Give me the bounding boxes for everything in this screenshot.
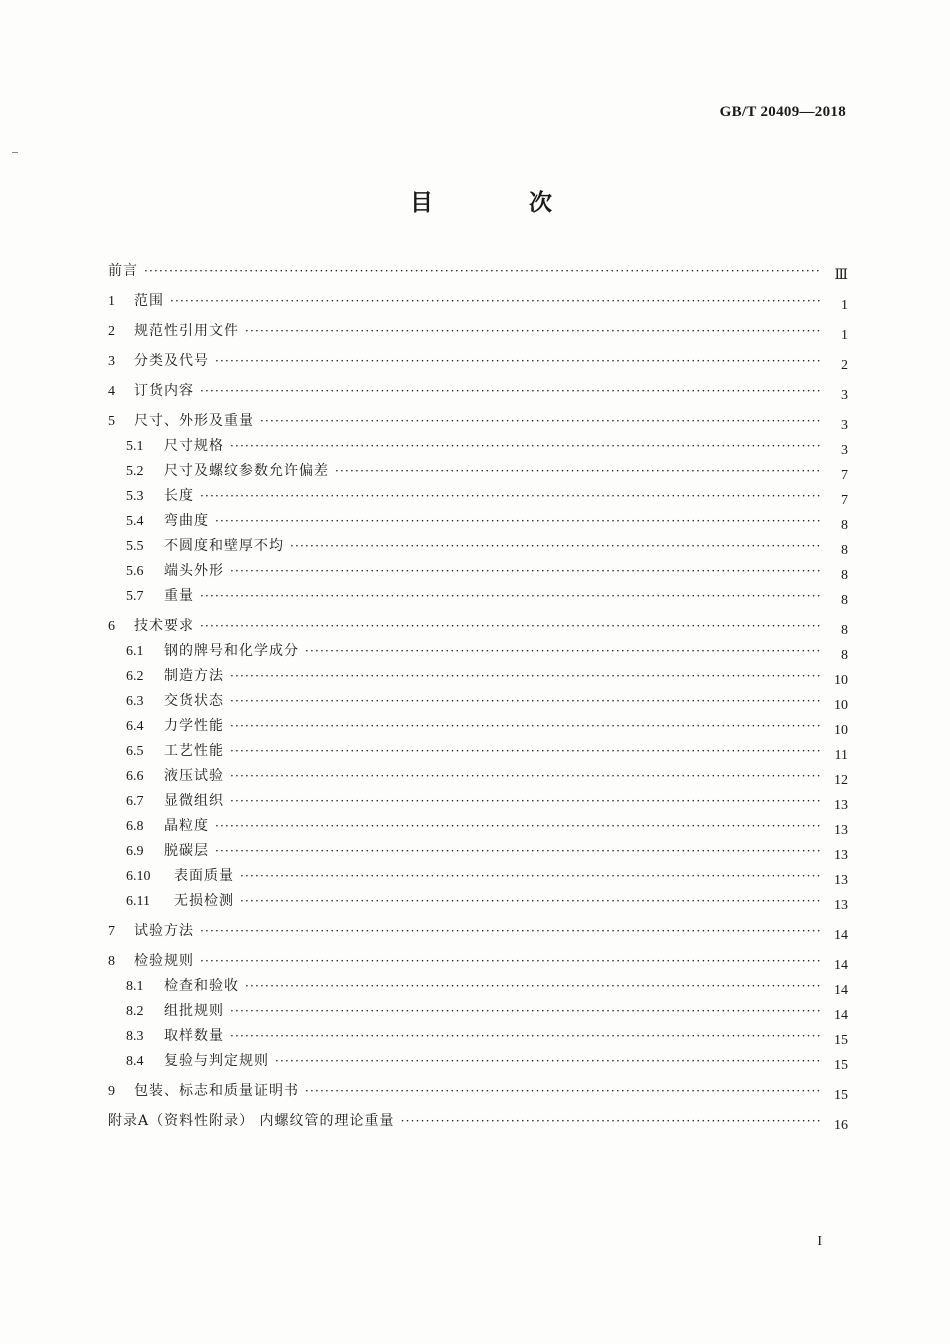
toc-entry-number: 6.6: [126, 769, 144, 784]
toc-entry-number: 1: [108, 294, 115, 309]
toc-dot-leader: [230, 739, 820, 764]
toc-entry-label: 包装、标志和质量证明书: [134, 1083, 299, 1099]
toc-entry-page: 7: [841, 468, 848, 483]
toc-entry-page: 10: [834, 698, 848, 713]
toc-entry[interactable]: [108, 664, 848, 689]
toc-dot-leader: [305, 1079, 820, 1104]
toc-entry[interactable]: [108, 714, 848, 739]
toc-entry-label: 表面质量: [174, 868, 234, 884]
toc-entry-number: 5.1: [126, 439, 144, 454]
toc-entry[interactable]: [108, 379, 848, 404]
toc-entry-label: 端头外形: [164, 563, 224, 579]
toc-dot-leader: [200, 484, 820, 509]
toc-entry-label: 取样数量: [164, 1028, 224, 1044]
toc-entry-number: 5.3: [126, 489, 144, 504]
toc-entry-label: 重量: [164, 588, 194, 604]
toc-entry-number: 2: [108, 324, 115, 339]
toc-entry-page: 13: [834, 873, 848, 888]
toc-entry-label: 交货状态: [164, 693, 224, 709]
toc-dot-leader: [335, 459, 820, 484]
toc-entry[interactable]: [108, 739, 848, 764]
toc-dot-leader: [230, 789, 820, 814]
toc-entry[interactable]: [108, 1079, 848, 1104]
toc-entry-page: 14: [834, 958, 848, 973]
standard-code: GB/T 20409—2018: [719, 104, 846, 120]
toc-entry-label: 脱碳层: [164, 843, 209, 859]
toc-entry-label: 试验方法: [134, 923, 194, 939]
toc-entry[interactable]: [108, 1049, 848, 1074]
toc-entry[interactable]: [108, 289, 848, 314]
toc-entry-page: 15: [834, 1033, 848, 1048]
toc-entry[interactable]: [108, 974, 848, 999]
toc-dot-leader: [401, 1109, 820, 1134]
toc-entry-label: 复验与判定规则: [164, 1053, 269, 1069]
toc-entry-page: 7: [841, 493, 848, 508]
toc-entry-label: 尺寸、外形及重量: [134, 413, 254, 429]
toc-entry[interactable]: [108, 764, 848, 789]
toc-entry-label: 显微组织: [164, 793, 224, 809]
toc-entry-number: 5.4: [126, 514, 144, 529]
toc-dot-leader: [215, 814, 820, 839]
toc-entry-number: 5: [108, 414, 115, 429]
toc-entry-label: 液压试验: [164, 768, 224, 784]
toc-entry-page: 8: [841, 623, 848, 638]
toc-entry-label: 弯曲度: [164, 513, 209, 529]
toc-entry[interactable]: [108, 889, 848, 914]
toc-entry-page: 8: [841, 568, 848, 583]
scan-speck: [12, 152, 18, 153]
toc-entry-number: 6.8: [126, 819, 144, 834]
toc-entry[interactable]: [108, 919, 848, 944]
toc-entry-label: 组批规则: [164, 1003, 224, 1019]
toc-dot-leader: [230, 434, 820, 459]
toc-entry[interactable]: [108, 789, 848, 814]
toc-entry-number: 6.1: [126, 644, 144, 659]
toc-entry-page: 10: [834, 673, 848, 688]
toc-entry-page: 14: [834, 1008, 848, 1023]
toc-entry-number: 6.4: [126, 719, 144, 734]
toc-entry-number: 6.11: [126, 894, 150, 909]
toc-entry-number: 5.5: [126, 539, 144, 554]
table-of-contents: [108, 259, 848, 1134]
toc-entry-number: 5.2: [126, 464, 144, 479]
toc-entry[interactable]: [108, 434, 848, 459]
toc-entry-label: 订货内容: [134, 383, 194, 399]
toc-entry-label: 分类及代号: [134, 353, 209, 369]
toc-entry-number: 6.2: [126, 669, 144, 684]
toc-dot-leader: [230, 559, 820, 584]
toc-entry-page: 10: [834, 723, 848, 738]
toc-entry[interactable]: [108, 484, 848, 509]
page-title: 目 次: [409, 189, 596, 216]
toc-dot-leader: [215, 839, 820, 864]
toc-dot-leader: [240, 889, 820, 914]
toc-entry-page: 8: [841, 648, 848, 663]
toc-entry[interactable]: [108, 689, 848, 714]
toc-entry-page: 1: [841, 328, 848, 343]
toc-entry-page: 13: [834, 798, 848, 813]
toc-entry-label: 晶粒度: [164, 818, 209, 834]
toc-dot-leader: [260, 409, 820, 434]
toc-dot-leader: [230, 689, 820, 714]
toc-entry-page: 15: [834, 1088, 848, 1103]
toc-dot-leader: [305, 639, 820, 664]
toc-entry[interactable]: [108, 459, 848, 484]
toc-dot-leader: [144, 259, 820, 284]
toc-entry[interactable]: [108, 509, 848, 534]
toc-entry[interactable]: [108, 319, 848, 344]
toc-entry-label: 前言: [108, 263, 138, 279]
toc-dot-leader: [200, 379, 820, 404]
toc-entry-page: 13: [834, 823, 848, 838]
toc-entry-page: 2: [841, 358, 848, 373]
toc-entry-number: 6.5: [126, 744, 144, 759]
toc-entry[interactable]: [108, 259, 848, 284]
toc-entry-page: 15: [834, 1058, 848, 1073]
toc-dot-leader: [170, 289, 820, 314]
toc-entry-number: 8: [108, 954, 115, 969]
toc-entry-number: 3: [108, 354, 115, 369]
toc-entry-page: 14: [834, 928, 848, 943]
toc-entry[interactable]: [108, 534, 848, 559]
toc-entry[interactable]: [108, 1024, 848, 1049]
toc-entry-page: 8: [841, 518, 848, 533]
toc-dot-leader: [275, 1049, 820, 1074]
toc-entry-number: 9: [108, 1084, 115, 1099]
toc-entry[interactable]: [108, 614, 848, 639]
toc-entry-number: 8.2: [126, 1004, 144, 1019]
toc-entry-page: 11: [834, 748, 848, 763]
toc-entry-label: 长度: [164, 488, 194, 504]
toc-entry[interactable]: [108, 864, 848, 889]
toc-entry-page: 14: [834, 983, 848, 998]
toc-entry[interactable]: [108, 814, 848, 839]
toc-entry-label: 不圆度和壁厚不均: [164, 538, 284, 554]
toc-entry[interactable]: [108, 349, 848, 374]
toc-entry-number: 5.6: [126, 564, 144, 579]
toc-dot-leader: [245, 319, 820, 344]
toc-entry-number: 8.4: [126, 1054, 144, 1069]
toc-entry-page: 3: [841, 443, 848, 458]
toc-dot-leader: [200, 919, 820, 944]
toc-entry-page: 12: [834, 773, 848, 788]
toc-entry-label: 技术要求: [134, 618, 194, 634]
toc-dot-leader: [245, 974, 820, 999]
page-number: I: [817, 1234, 822, 1249]
toc-entry-page: 16: [834, 1118, 848, 1133]
toc-entry-number: 6.10: [126, 869, 151, 884]
toc-entry-page: 8: [841, 543, 848, 558]
toc-entry[interactable]: [108, 839, 848, 864]
toc-entry-label: 规范性引用文件: [134, 323, 239, 339]
toc-dot-leader: [230, 999, 820, 1024]
toc-entry[interactable]: [108, 639, 848, 664]
toc-entry[interactable]: [108, 1109, 848, 1134]
toc-dot-leader: [200, 614, 820, 639]
toc-entry-number: 8.1: [126, 979, 144, 994]
toc-entry-number: 4: [108, 384, 115, 399]
toc-entry-number: 5.7: [126, 589, 144, 604]
toc-entry-label: 制造方法: [164, 668, 224, 684]
toc-dot-leader: [230, 714, 820, 739]
toc-entry-label: 检验规则: [134, 953, 194, 969]
toc-entry-label: 力学性能: [164, 718, 224, 734]
toc-entry-label: 无损检测: [174, 893, 234, 909]
toc-entry-page: 3: [841, 388, 848, 403]
toc-entry-label: 钢的牌号和化学成分: [164, 643, 299, 659]
toc-dot-leader: [200, 949, 820, 974]
toc-entry[interactable]: [108, 584, 848, 609]
toc-entry-number: 6: [108, 619, 115, 634]
toc-entry-number: 7: [108, 924, 115, 939]
toc-entry-label: 检查和验收: [164, 978, 239, 994]
toc-dot-leader: [230, 1024, 820, 1049]
toc-entry-label: 范围: [134, 293, 164, 309]
toc-entry-number: 6.9: [126, 844, 144, 859]
toc-entry-page: 13: [834, 898, 848, 913]
toc-entry[interactable]: [108, 949, 848, 974]
toc-dot-leader: [240, 864, 820, 889]
toc-entry-page: Ⅲ: [834, 268, 848, 283]
toc-entry-label: 附录A（资料性附录） 内螺纹管的理论重量: [108, 1113, 395, 1129]
toc-entry-number: 6.3: [126, 694, 144, 709]
toc-dot-leader: [215, 349, 820, 374]
toc-dot-leader: [230, 664, 820, 689]
toc-entry[interactable]: [108, 999, 848, 1024]
toc-entry-page: 8: [841, 593, 848, 608]
toc-entry-page: 1: [841, 298, 848, 313]
toc-entry[interactable]: [108, 409, 848, 434]
toc-entry-number: 8.3: [126, 1029, 144, 1044]
toc-dot-leader: [230, 764, 820, 789]
toc-dot-leader: [290, 534, 820, 559]
toc-dot-leader: [200, 584, 820, 609]
toc-entry-label: 尺寸规格: [164, 438, 224, 454]
toc-entry[interactable]: [108, 559, 848, 584]
toc-dot-leader: [215, 509, 820, 534]
toc-entry-page: 3: [841, 418, 848, 433]
toc-entry-page: 13: [834, 848, 848, 863]
toc-entry-label: 工艺性能: [164, 743, 224, 759]
toc-entry-number: 6.7: [126, 794, 144, 809]
toc-entry-label: 尺寸及螺纹参数允许偏差: [164, 463, 329, 479]
